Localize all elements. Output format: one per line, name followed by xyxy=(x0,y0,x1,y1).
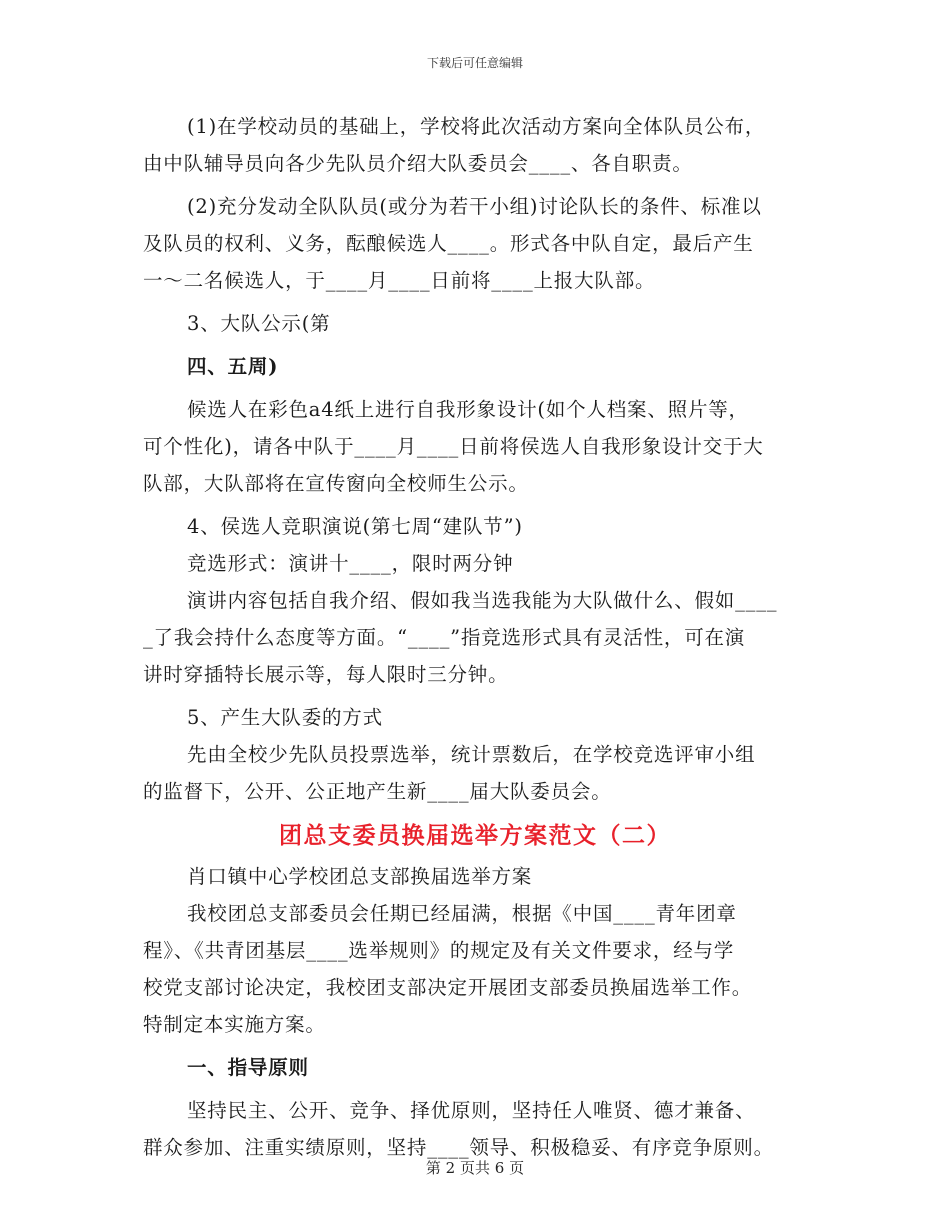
paragraph-7-line-4: 特制定本实施方案。 xyxy=(143,1013,326,1036)
paragraph-6-line-2: 的监督下，公开、公正地产生新____届大队委员会。 xyxy=(143,780,612,803)
paragraph-8-line-1: 坚持民主、公开、竞争、择优原则，坚持任人唯贤、德才兼备、 xyxy=(187,1099,756,1122)
document-body xyxy=(143,108,807,1166)
paragraph-2-line-3: 一～二名候选人，于____月____日前将____上报大队部。 xyxy=(143,269,656,292)
sub-title: 肖口镇中心学校团总支部换届选举方案 xyxy=(187,865,533,888)
paragraph-1-line-2: 由中队辅导员向各少先队员介绍大队委员会____、各自职责。 xyxy=(143,152,693,175)
item-5-heading: 5、产生大队委的方式 xyxy=(187,706,383,729)
paragraph-5-line-2: _了我会持什么态度等方面。“____”指竞选形式具有灵活性，可在演 xyxy=(143,626,746,649)
paragraph-8-line-2: 群众参加、注重实绩原则，坚持____领导、积极稳妥、有序竞争原则。 xyxy=(143,1136,774,1159)
paragraph-4-line-1: 竞选形式：演讲十____，限时两分钟 xyxy=(187,552,514,575)
paragraph-3-line-2: 可个性化)，请各中队于____月____日前将侯选人自我形象设计交于大 xyxy=(143,435,764,458)
paragraph-6-line-1: 先由全校少先队员投票选举，统计票数后，在学校竞选评审小组 xyxy=(187,743,756,766)
paragraph-7-line-2: 程》、《共青团基层____选举规则》的规定及有关文件要求，经与学 xyxy=(143,939,735,962)
paragraph-3-line-1: 候选人在彩色a4纸上进行自我形象设计(如个人档案、照片等， xyxy=(187,398,749,421)
paragraph-5-line-1: 演讲内容包括自我介绍、假如我当选我能为大队做什么、假如____ xyxy=(187,589,778,612)
paragraph-5-line-3: 讲时穿插特长展示等，每人限时三分钟。 xyxy=(143,663,509,686)
section-title: 团总支委员换届选举方案范文（二） xyxy=(279,822,671,849)
heading-guiding-principles: 一、指导原则 xyxy=(187,1056,309,1079)
item-3-heading-continued: 四、五周) xyxy=(187,355,279,378)
page-header: 下载后可任意编辑 xyxy=(426,56,523,70)
paragraph-2-line-2: 及队员的权利、义务，酝酿候选人____。形式各中队自定，最后产生 xyxy=(143,232,754,255)
paragraph-2-line-1: (2)充分发动全队队员(或分为若干小组)讨论队长的条件、标准以 xyxy=(187,195,762,218)
page-number: 第 2 页共 6 页 xyxy=(425,1159,525,1177)
paragraph-3-line-3: 队部，大队部将在宣传窗向全校师生公示。 xyxy=(143,472,529,495)
paragraph-7-line-1: 我校团总支部委员会任期已经届满，根据《中国____青年团章 xyxy=(187,902,737,925)
item-4-heading: 4、侯选人竞职演说(第七周“建队节”) xyxy=(187,515,523,538)
paragraph-7-line-3: 校党支部讨论决定，我校团支部决定开展团支部委员换届选举工作。 xyxy=(143,976,753,999)
item-3-heading: 3、大队公示(第 xyxy=(187,312,331,335)
paragraph-1-line-1: (1)在学校动员的基础上，学校将此次活动方案向全体队员公布， xyxy=(187,115,766,138)
